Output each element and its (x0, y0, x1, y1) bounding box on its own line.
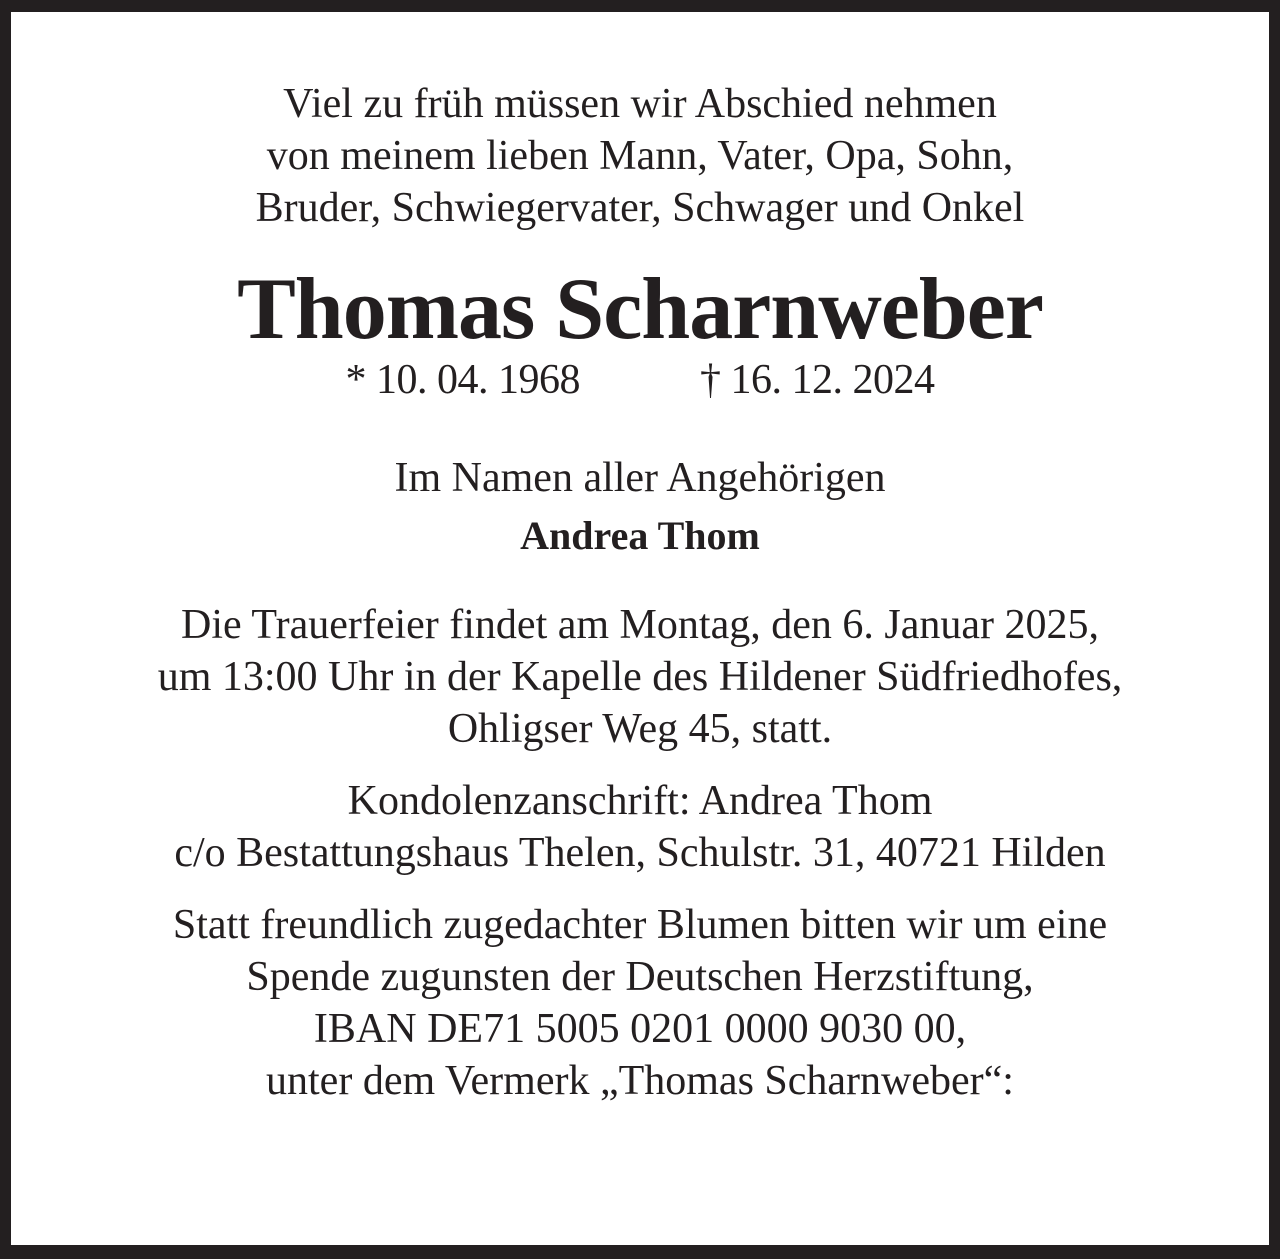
ceremony-line: Ohligser Weg 45, statt. (447, 706, 833, 752)
death-date: † 16. 12. 2024 (700, 357, 935, 403)
life-dates (11, 354, 1269, 406)
donation-line: IBAN DE71 5005 0201 0000 9030 00, (313, 1006, 967, 1052)
intro-line: Viel zu früh müssen wir Abschied nehmen (283, 81, 997, 127)
ceremony-info (11, 599, 1269, 755)
on-behalf-text: Im Namen aller Angehörigen (394, 455, 886, 501)
donation-line: Spende zugunsten der Deutschen Herzstiftung, (246, 954, 1034, 1000)
death-notice (11, 12, 1269, 1107)
intro-text (11, 78, 1269, 234)
mourners-block (11, 452, 1269, 561)
ceremony-line: Die Trauerfeier findet am Montag, den 6. Januar 2025, (181, 602, 1099, 648)
deceased-name: Thomas Scharnweber (237, 261, 1043, 358)
signer-name: Andrea Thom (520, 513, 760, 558)
donation-line: Statt freundlich zugedachter Blumen bitten wir um eine (172, 902, 1108, 948)
intro-line: von meinem lieben Mann, Vater, Opa, Sohn, (266, 133, 1014, 179)
donation-line: unter dem Vermerk „Thomas Scharnweber“: (266, 1058, 1014, 1104)
intro-line: Bruder, Schwiegervater, Schwager und Onkel (255, 185, 1025, 231)
donation-request (11, 899, 1269, 1107)
birth-date: * 10. 04. 1968 (345, 357, 580, 403)
condolence-line: c/o Bestattungshaus Thelen, Schulstr. 31, 40721 Hilden (174, 830, 1106, 876)
condolence-line: Kondolenzanschrift: Andrea Thom (347, 778, 933, 824)
condolence-address (11, 775, 1269, 879)
ceremony-line: um 13:00 Uhr in der Kapelle des Hildener Südfriedhofes, (157, 654, 1123, 700)
